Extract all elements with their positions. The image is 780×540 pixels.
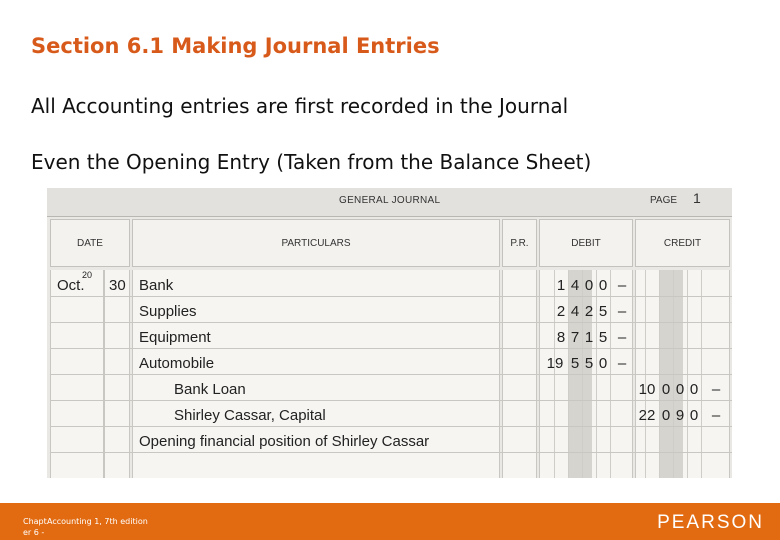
credit-digit: 22 (638, 407, 656, 424)
particulars-entry: Supplies (139, 303, 197, 320)
debit-digit: 5 (584, 355, 594, 372)
footer-bar (0, 503, 780, 540)
date-column-header: DATE (50, 219, 130, 267)
debit-digit: 8 (556, 329, 566, 346)
particulars-entry: Bank Loan (174, 381, 246, 398)
credit-digit: 10 (638, 381, 656, 398)
year-label: 20 (82, 270, 93, 280)
particulars-entry: Bank (139, 277, 174, 294)
journal-header (47, 188, 732, 217)
debit-digit: 0 (584, 277, 594, 294)
credit-cents: – (711, 407, 721, 424)
month-label: Oct. (57, 277, 85, 294)
debit-digit: 19 (546, 355, 564, 372)
particulars-entry: Automobile (139, 355, 215, 372)
debit-digit: 5 (598, 329, 608, 346)
credit-digit: 0 (689, 407, 699, 424)
debit-digit: 0 (598, 277, 608, 294)
page-label: PAGE (650, 195, 678, 206)
particulars-entry: Shirley Cassar, Capital (174, 407, 326, 424)
footer-chapter-number: er 6 - (23, 528, 45, 537)
debit-cents: – (617, 303, 627, 320)
slide-title: Section 6.1 Making Journal Entries (31, 34, 440, 58)
credit-digit: 9 (675, 407, 685, 424)
debit-digit: 5 (598, 303, 608, 320)
debit-digit: 7 (570, 329, 580, 346)
particulars-entry: Opening financial position of Shirley Cassar (139, 433, 430, 450)
debit-digit: 4 (570, 303, 580, 320)
debit-column-header: DEBIT (539, 219, 633, 267)
bullet-line-1: All Accounting entries are first recorded in the Journal (31, 94, 569, 118)
debit-digit: 5 (570, 355, 580, 372)
particulars-column-header: PARTICULARS (132, 219, 500, 267)
debit-digit: 4 (570, 277, 580, 294)
day-label: 30 (109, 277, 126, 294)
debit-digit: 0 (598, 355, 608, 372)
debit-cents: – (617, 355, 627, 372)
debit-digit: 2 (556, 303, 566, 320)
particulars-entry: Equipment (139, 329, 211, 346)
page-number: 1 (693, 190, 701, 206)
credit-digit: 0 (661, 381, 671, 398)
pr-column-header: P.R. (502, 219, 537, 267)
bullet-line-2: Even the Opening Entry (Taken from the Balance Sheet) (31, 150, 592, 174)
debit-digit: 1 (556, 277, 566, 294)
credit-column-header: CREDIT (635, 219, 730, 267)
debit-cents: – (617, 329, 627, 346)
credit-digit: 0 (689, 381, 699, 398)
credit-digit: 0 (661, 407, 671, 424)
credit-digit: 0 (675, 381, 685, 398)
debit-cents: – (617, 277, 627, 294)
debit-digit: 1 (584, 329, 594, 346)
general-journal-image (47, 188, 732, 478)
debit-digit: 2 (584, 303, 594, 320)
journal-heading: GENERAL JOURNAL (339, 195, 441, 206)
credit-cents: – (711, 381, 721, 398)
footer-edition: Accounting 1, 7th edition (47, 517, 148, 526)
pearson-logo: PEARSON (657, 512, 764, 533)
footer-chapter: Chapt (23, 517, 47, 526)
